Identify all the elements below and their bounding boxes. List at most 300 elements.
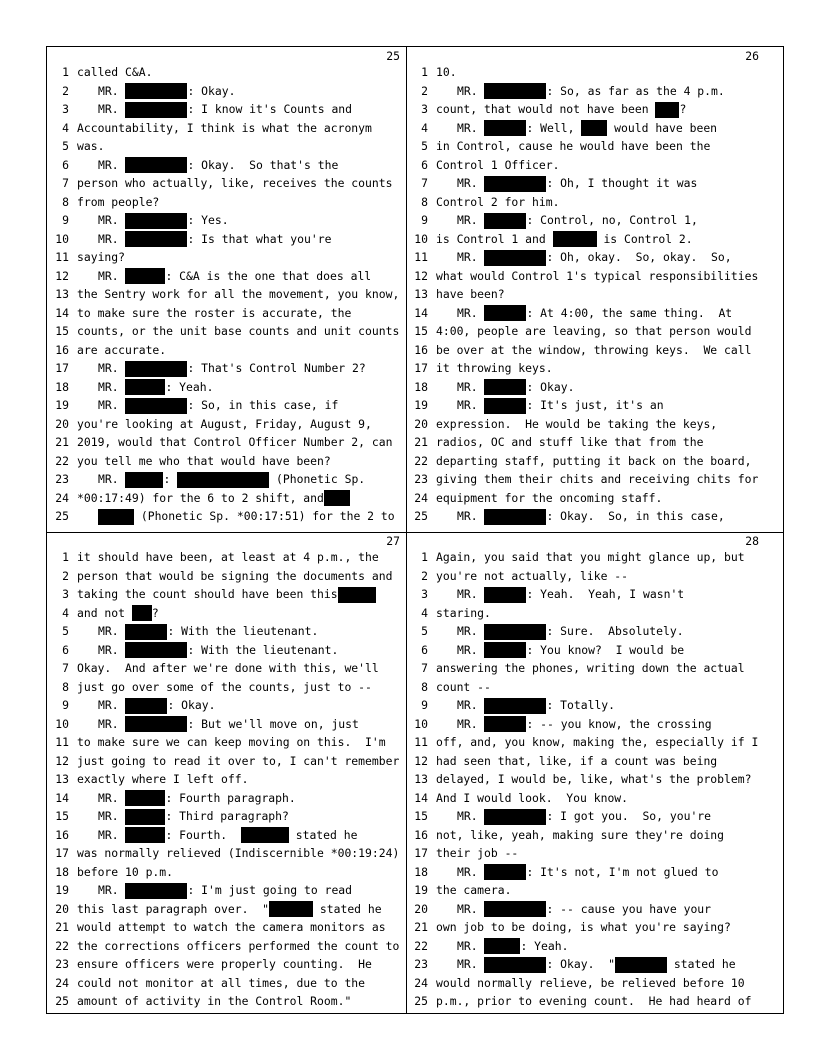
line-text [77, 752, 399, 771]
redaction-bar [125, 213, 187, 229]
speaker-label: MR. [98, 790, 126, 805]
line-number: 22 [414, 938, 428, 953]
transcript-line [406, 548, 765, 567]
line-content: you tell me who that would have been? [77, 453, 331, 468]
line-content: it should have been, at least at 4 p.m., the [77, 550, 379, 564]
speaker-label: MR. [457, 305, 485, 320]
line-text [77, 567, 392, 586]
line-content: and not [77, 605, 132, 620]
redaction-bar [125, 398, 187, 414]
line-number: 18 [55, 864, 69, 879]
line-content: this last paragraph over. " [77, 901, 270, 916]
line-number: 22 [55, 453, 69, 468]
line-content: are accurate. [77, 342, 167, 357]
transcript-line [406, 378, 765, 397]
transcript-line [406, 174, 765, 193]
line-number: 2 [421, 568, 428, 583]
line-number: 3 [62, 102, 69, 116]
line-text [436, 322, 751, 341]
redaction-bar [125, 790, 165, 806]
speaker-label: MR. [457, 716, 485, 731]
line-content: radios, OC and stuff like that from the [436, 435, 704, 449]
transcript-line [406, 622, 765, 641]
redaction-bar [125, 102, 187, 118]
redaction-bar [484, 698, 546, 714]
line-text [457, 715, 712, 734]
transcript-line [47, 770, 406, 789]
line-number: 14 [414, 305, 428, 320]
line-number: 12 [414, 268, 428, 283]
line-text [77, 770, 248, 789]
line-text [77, 452, 331, 471]
transcript-line [406, 678, 765, 697]
speaker-label: MR. [457, 379, 485, 394]
line-content: ensure officers were properly counting. He [77, 957, 372, 971]
transcript-line [406, 267, 765, 286]
transcript-line [406, 470, 765, 489]
line-number: 14 [55, 305, 69, 320]
line-number: 24 [55, 975, 69, 990]
transcript-line [406, 955, 765, 974]
line-content: was. [77, 139, 105, 153]
line-number: 11 [414, 735, 428, 749]
transcript-line [47, 396, 406, 415]
redaction-bar [484, 120, 526, 136]
line-content: *00:17:49) for the 6 to 2 shift, and [77, 490, 324, 505]
transcript-line [47, 826, 406, 845]
line-text [98, 807, 289, 826]
line-content: count -- [436, 679, 491, 694]
line-content: not, like, yeah, making sure they're doing [436, 827, 725, 842]
speech-text: : I'm just going to read [187, 883, 353, 897]
line-number: 7 [421, 661, 428, 675]
line-number: 4 [421, 120, 428, 135]
line-content: is Control 1 and [436, 231, 553, 246]
line-content: had seen that, like, if a count was being [436, 753, 718, 768]
redaction-bar [615, 957, 667, 973]
line-number: 25 [55, 994, 69, 1008]
line-text [436, 489, 662, 508]
page-number: 25 [386, 49, 400, 63]
line-content: exactly where I left off. [77, 772, 249, 786]
transcript-line [406, 63, 765, 82]
speaker-label: MR. [98, 83, 126, 98]
line-number: 24 [414, 490, 428, 505]
redaction-bar [125, 642, 187, 658]
line-number: 1 [421, 65, 428, 79]
transcript-line [47, 433, 406, 452]
line-number: 16 [414, 827, 428, 842]
transcript-line [406, 974, 765, 993]
redaction-bar [484, 957, 546, 973]
page-number: 27 [386, 534, 400, 548]
speech-text: : [163, 472, 178, 486]
line-text [77, 604, 159, 623]
line-number: 24 [414, 975, 428, 990]
speech-text: : I got you. So, you're [546, 809, 712, 823]
line-number: 16 [55, 827, 69, 842]
line-text [457, 863, 718, 882]
line-content: to make sure we can keep moving on this. I'm [77, 735, 386, 749]
transcript-line [47, 378, 406, 397]
line-number: 8 [62, 194, 69, 209]
line-text [436, 470, 758, 489]
line-number: 1 [62, 550, 69, 564]
line-text [436, 678, 491, 697]
line-text [98, 211, 229, 230]
line-content: before 10 p.m. [77, 864, 174, 879]
line-text [77, 285, 399, 304]
line-number: 5 [62, 624, 69, 638]
redaction-bar [484, 901, 546, 917]
line-content: Accountability, I think is what the acronym [77, 120, 372, 135]
transcript-line [406, 659, 765, 678]
speaker-label: MR. [98, 157, 126, 172]
page-lines [406, 63, 765, 526]
transcript-line [47, 174, 406, 193]
redaction-bar [125, 624, 167, 640]
line-number: 15 [414, 324, 428, 338]
line-number: 4 [421, 605, 428, 620]
redaction-bar [125, 883, 187, 899]
speaker-label: MR. [98, 809, 126, 823]
line-number: 14 [414, 790, 428, 805]
line-number: 3 [62, 587, 69, 601]
line-text [77, 863, 173, 882]
line-text [77, 341, 166, 360]
redaction-bar [125, 809, 165, 825]
line-content: could not monitor at all times, due to the [77, 975, 366, 990]
transcript-line [406, 696, 765, 715]
speaker-label: MR. [98, 883, 126, 897]
line-content: Control 2 for him. [436, 194, 560, 209]
transcript-line [47, 844, 406, 863]
line-number: 19 [414, 883, 428, 897]
speech-text: : You know? I would be [526, 642, 685, 657]
speech-text-continued: (Phonetic Sp. [269, 472, 366, 486]
speaker-label: MR. [98, 102, 126, 116]
speaker-label: MR. [457, 213, 485, 227]
transcript-line [47, 230, 406, 249]
speaker-label: MR. [98, 361, 126, 375]
line-text [457, 211, 698, 230]
speech-text: : -- you know, the crossing [526, 716, 712, 731]
line-text [77, 248, 125, 267]
speech-text: : Well, [526, 120, 582, 135]
transcript-line [47, 489, 406, 508]
line-number: 16 [55, 342, 69, 357]
line-text [98, 881, 352, 900]
redaction-bar [125, 716, 187, 732]
speech-text: : So, in this case, if [187, 398, 339, 412]
speech-text: : But we'll move on, just [187, 716, 359, 731]
speech-text: : So, as far as the 4 p.m. [546, 83, 725, 98]
line-number: 6 [62, 157, 69, 172]
line-number: 8 [62, 679, 69, 694]
line-text [457, 248, 732, 267]
transcript-line [47, 156, 406, 175]
line-number: 14 [55, 790, 69, 805]
transcript-line [406, 156, 765, 175]
speech-text: : Yes. [187, 213, 229, 227]
line-text [457, 119, 717, 138]
transcript-line [47, 415, 406, 434]
redaction-bar [484, 716, 526, 732]
line-text [98, 378, 213, 397]
transcript-line [406, 844, 765, 863]
speaker-label: MR. [457, 509, 485, 523]
speaker-label: MR. [457, 809, 485, 823]
line-content: counts, or the unit base counts and unit counts [77, 324, 400, 338]
page-number: 26 [745, 49, 759, 63]
speaker-label: MR. [457, 624, 485, 638]
line-number: 2 [421, 83, 428, 98]
transcript-line [47, 789, 406, 808]
speaker-label: MR. [457, 698, 485, 712]
line-text [77, 659, 379, 678]
speech-text: : At 4:00, the same thing. At [526, 305, 733, 320]
line-number: 1 [421, 550, 428, 564]
line-text [436, 63, 457, 82]
line-text [98, 82, 235, 101]
line-text [457, 378, 574, 397]
line-content: expression. He would be taking the keys, [436, 416, 718, 431]
line-number: 3 [421, 102, 428, 116]
speech-text-continued: stated he [667, 957, 736, 971]
page-lines [406, 548, 765, 1011]
line-text [77, 193, 159, 212]
line-number: 13 [414, 772, 428, 786]
line-text [436, 604, 491, 623]
redaction-bar [484, 83, 546, 99]
line-number: 24 [55, 490, 69, 505]
speaker-label: MR. [98, 268, 126, 283]
transcript-line [406, 881, 765, 900]
transcript-line [47, 63, 406, 82]
line-content: would normally relieve, be relieved before 10 [436, 975, 745, 990]
line-text [436, 230, 693, 249]
redaction-bar [125, 698, 167, 714]
redaction-bar [241, 827, 289, 843]
line-text [436, 359, 553, 378]
line-content: own job to be doing, is what you're saying? [436, 920, 731, 934]
line-text [98, 789, 296, 808]
line-text [436, 567, 628, 586]
line-content: Control 1 Officer. [436, 157, 560, 172]
transcript-line [406, 937, 765, 956]
line-text [457, 807, 711, 826]
line-content-continued: ? [151, 605, 159, 620]
redaction-bar [484, 624, 546, 640]
line-number: 9 [421, 698, 428, 712]
speaker-label: MR. [457, 250, 485, 264]
line-number: 20 [414, 901, 428, 916]
transcript-line [47, 863, 406, 882]
speaker-label: MR. [98, 642, 126, 657]
speech-text: : Okay. So, in this case, [546, 509, 725, 523]
transcript-line [47, 267, 406, 286]
line-number: 20 [55, 901, 69, 916]
line-content: Again, you said that you might glance up, but [436, 550, 745, 564]
line-text [77, 844, 399, 863]
speaker-label: MR. [457, 120, 485, 135]
transcript-line [406, 567, 765, 586]
speaker-label: MR. [457, 901, 485, 916]
transcript-line [47, 470, 406, 489]
transcript-line [47, 304, 406, 323]
line-text [457, 641, 684, 660]
line-text [98, 507, 395, 526]
line-text [77, 955, 372, 974]
transcript-line [47, 733, 406, 752]
line-number: 6 [421, 157, 428, 172]
line-number: 11 [414, 250, 428, 264]
redaction-bar [484, 864, 526, 880]
line-content-continued: ? [679, 102, 687, 116]
speaker-label: MR. [98, 398, 126, 412]
line-text [457, 304, 732, 323]
line-text [98, 470, 365, 489]
line-content: called C&A. [77, 65, 153, 79]
redaction-bar [484, 587, 526, 603]
transcript-line [406, 82, 765, 101]
speech-text: : With the lieutenant. [167, 624, 319, 638]
line-number: 20 [414, 416, 428, 431]
line-number: 25 [414, 509, 428, 523]
speech-text: : I know it's Counts and [187, 102, 353, 116]
line-text [457, 174, 697, 193]
redaction-bar [125, 827, 165, 843]
line-content: the camera. [436, 883, 512, 897]
line-number: 25 [414, 994, 428, 1008]
speaker-label: MR. [98, 716, 126, 731]
transcript-line [406, 789, 765, 808]
redaction-bar [338, 587, 376, 603]
line-number: 12 [414, 753, 428, 768]
line-content: p.m., prior to evening count. He had heard of [436, 994, 752, 1008]
line-number: 8 [421, 679, 428, 694]
line-text [457, 696, 615, 715]
speech-text: : C&A is the one that does all [165, 268, 372, 283]
line-number: 3 [421, 587, 428, 601]
line-number: 7 [62, 176, 69, 190]
line-text [77, 174, 392, 193]
line-content-continued: stated he [313, 901, 382, 916]
redaction-bar [177, 472, 269, 488]
line-content: from people? [77, 194, 160, 209]
line-text [77, 433, 392, 452]
speaker-label: MR. [457, 957, 485, 971]
transcript-line [406, 396, 765, 415]
line-number: 17 [414, 846, 428, 860]
line-text [77, 585, 376, 604]
speech-text: : Okay. " [546, 957, 616, 971]
transcript-line [406, 285, 765, 304]
speech-text: : Yeah. [520, 938, 569, 953]
line-number: 21 [55, 435, 69, 449]
transcript-line [47, 548, 406, 567]
speech-text: : Okay. [167, 698, 216, 712]
line-number: 13 [55, 287, 69, 301]
line-text [98, 641, 338, 660]
line-text [436, 733, 758, 752]
line-text [98, 622, 318, 641]
transcript-line [406, 826, 765, 845]
transcript-line [406, 489, 765, 508]
transcript-line [406, 211, 765, 230]
line-text [77, 974, 365, 993]
line-number: 25 [55, 509, 69, 523]
line-content: be over at the window, throwing keys. We call [436, 342, 752, 357]
page-panel-28 [406, 532, 765, 1017]
line-number: 4 [62, 120, 69, 135]
line-text [457, 585, 684, 604]
speech-text-continued: stated he [288, 827, 358, 842]
speaker-label: MR. [98, 213, 126, 227]
line-content: Okay. And after we're done with this, we'll [77, 661, 379, 675]
transcript-line [47, 567, 406, 586]
line-content: taking the count should have been this [77, 587, 338, 601]
line-text [457, 955, 736, 974]
speaker-label: MR. [98, 827, 126, 842]
transcript-line [406, 715, 765, 734]
line-number: 13 [55, 772, 69, 786]
redaction-bar [553, 231, 597, 247]
redaction-bar [484, 809, 546, 825]
line-number: 23 [414, 957, 428, 971]
line-number: 10 [414, 716, 428, 731]
line-number: 8 [421, 194, 428, 209]
line-text [98, 359, 366, 378]
line-content: answering the phones, writing down the actual [436, 661, 745, 675]
transcript-line [406, 433, 765, 452]
line-text [457, 507, 725, 526]
speech-text: : Fourth. [165, 827, 241, 842]
transcript-line [47, 248, 406, 267]
redaction-bar [484, 938, 520, 954]
transcript-line [406, 119, 765, 138]
redaction-bar [125, 361, 187, 377]
transcript-line [406, 193, 765, 212]
line-number: 18 [414, 864, 428, 879]
line-text [436, 881, 511, 900]
transcript-line [406, 452, 765, 471]
line-number: 15 [414, 809, 428, 823]
line-number: 22 [55, 938, 69, 953]
redaction-bar [484, 250, 546, 266]
speaker-label: MR. [98, 624, 126, 638]
line-content: person who actually, like, receives the counts [77, 176, 393, 190]
line-text [436, 548, 745, 567]
line-text [436, 770, 751, 789]
redaction-bar [125, 231, 187, 247]
line-number: 11 [55, 250, 69, 264]
line-number: 6 [62, 642, 69, 657]
transcript-line [406, 341, 765, 360]
line-content: saying? [77, 250, 126, 264]
line-text [436, 267, 758, 286]
transcript-line [406, 585, 765, 604]
line-text [436, 844, 518, 863]
transcript-line [47, 992, 406, 1011]
transcript-line [47, 974, 406, 993]
line-text [77, 900, 382, 919]
line-number: 9 [62, 698, 69, 712]
line-content: count, that would not have been [436, 102, 656, 116]
transcript-line [406, 100, 765, 119]
speech-text: : Totally. [546, 698, 616, 712]
transcript-line [406, 807, 765, 826]
